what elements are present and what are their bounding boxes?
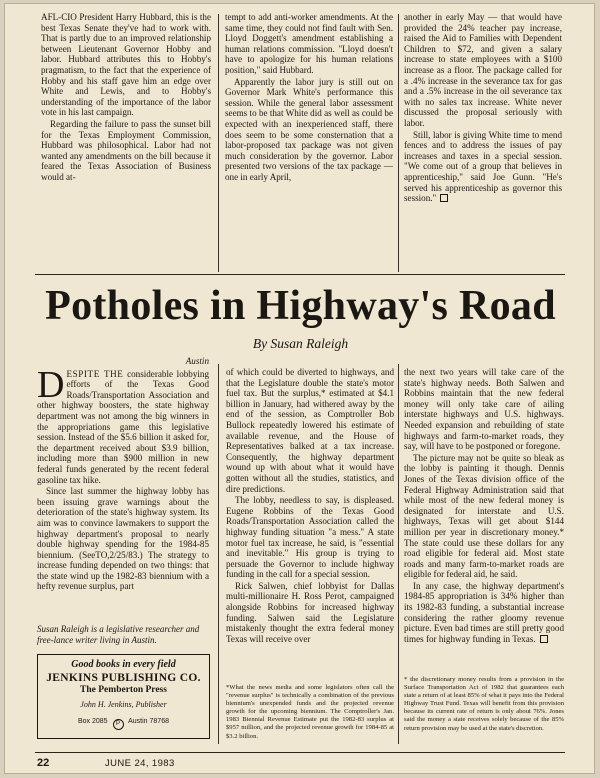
section-rule	[35, 274, 565, 275]
drop-cap: D	[37, 363, 65, 406]
top-column-2	[225, 12, 393, 183]
issue-date: JUNE 24, 1983	[105, 758, 175, 769]
ad-box: Box 2085	[78, 718, 108, 725]
lead-caps: ESPITE THE	[66, 368, 124, 379]
article-column-1	[37, 356, 209, 592]
paragraph: Regarding the failure to pass the sunset bill for the Texas Employment Commission, Hubbard was philosophical. Labor had not wanted any amendments on the bill because it feared the Texas Association of Business would at-	[41, 118, 211, 182]
magazine-page	[4, 3, 595, 774]
author-bio: Susan Raleigh is a legislative researcher and free-lance writer living in Austin.	[37, 624, 200, 645]
paragraph: AFL-CIO President Harry Hubbard, this is the best Texas Senate they've had to work with. That is partly due to an improved relationship between Lieutenant Governor Hobby and labor. Hubbard attributes this to Hobby's pragmatism, to the fact that the experience of Hobby and his staff gave him an edge over White and Lewis, and to Hobby's understanding of the importance of the labor vote in his last campaign.	[41, 12, 211, 118]
ad-company: JENKINS PUBLISHING CO.	[46, 672, 201, 684]
footnote-surplus: *What the news media and some legislators often call the "revenue surplus" is technically a combination of the previous biennium's unexpended funds and the projected revenue growth for the upcoming biennium. The Comptroller's Jan. 1983 Biennial Revenue Estimate put the 1982-83 surplus at $957 million, and the projected revenue growth for 1984-85 at $3.2 billion.	[226, 684, 394, 740]
paragraph-text: In any case, the highway department's 1984-85 appropriation is 34% higher than its 1982-83 funding, a substantial increase considering the rather gloomy revenue picture. Even bad times are still pretty good times for highway funding in Texas.	[404, 580, 564, 644]
end-mark-icon	[440, 194, 448, 202]
paragraph-text: Still, labor is giving White time to mend fences and to address the issues of pay increases and taxes in a special session. "We come out of a group that believes in apprenticeship," said Joe Gunn. "He's served his apprenticeship as governor this session."	[404, 129, 562, 204]
ad-publisher: John H. Jenkins, Publisher	[80, 700, 167, 709]
footer-rule	[35, 752, 565, 753]
logo-seal-icon: P	[113, 719, 124, 730]
paragraph	[404, 581, 564, 645]
paragraph: tempt to add anti-worker amendments. At the same time, they could not find fault with Sen. Lloyd Doggett's amendment establishing a human relations commission. "Lloyd doesn't have to apologize for his human relations position," said Hubbard.	[225, 12, 393, 75]
article-headline: Potholes in Highway's Road	[45, 283, 556, 329]
page-number: 22	[37, 757, 50, 769]
dateline: Austin	[185, 356, 209, 366]
paragraph	[404, 130, 562, 204]
paragraph: the next two years will take care of the state's highway needs. Both Salwen and Robbins maintain that the new federal money will only take care of ailing interstate highways and U.S. highways. Needed expansion and rebuilding of state highways and farm-to-market roads, they say, will have to be postponed or foregone.	[404, 367, 564, 452]
publisher-advertisement	[37, 654, 210, 739]
article-column-3	[404, 367, 564, 644]
paragraph: The picture may not be quite so bleak as the lobby is painting it though. Dennis Jones of the Texas division office of the Federal Highway Administration said that while most of the new federal money is designated for interstate and U.S. highways, Texas will get about $144 million per year in discretionary money.* The state could use these dollars for any road eligible for federal aid. Most state roads and many farm-to-market roads are eligible for federal aid, he said.	[404, 452, 564, 580]
paragraph: Rick Salwen, chief lobbyist for Dallas multi-millionaire H. Ross Perot, campaigned alongside Robbins for increased highway funding. Salwen said the Legislature mistakenly thought the extra federal money Texas will receive over	[226, 580, 394, 644]
ad-press: The Pemberton Press	[80, 685, 167, 695]
paragraph: The lobby, needless to say, is displeased. Eugene Robbins of the Texas Good Roads/Transportation Association called the highway funding situation "a mess." A state motor fuel tax increase, he said, is "essential and inevitable." His group is trying to persuade the Governor to include highway funding in the call for a special session.	[226, 495, 394, 580]
column-divider	[398, 14, 399, 272]
paragraph: Apparently the labor jury is still out on Governor Mark White's performance this session. While the general labor assessment seems to be that White did as well as could be expected with an inexperienced staff, there does seem to be some consternation that a labor-proposed tax package was not given much consideration by the governor. Labor presented two versions of the tax package — one in early April,	[225, 76, 393, 182]
ad-address	[38, 718, 209, 730]
column-divider	[218, 364, 219, 744]
article-column-2	[226, 367, 394, 644]
paragraph: Since last summer the highway lobby has been issuing grave warnings about the deterioration of the state's highway system. Its aim was to convince lawmakers to support the highway department's proposal to nearly double highway spending for the 1984-85 biennium. (SeeTO,2/25/83.) The strategy to increase funding depended on two things: that the state wind up the 1982-83 biennium with a hefty revenue surplus, part	[37, 486, 209, 592]
paragraph: of which could be diverted to highways, and that the Legislature double the state's motor fuel tax. But the surplus,* estimated at $4.1 billion in January, had withered away by the end of the session, as Comptroller Bob Bullock repeatedly lowered his estimate of available revenue, and the House of Representatives balked at a tax increase. Consequently, the highway department wound up with about what it would have gotten without all the studies, statistics, and dire predictions.	[226, 367, 394, 494]
footnote-discretionary: * the discretionary money results from a provision in the Surface Transportation Act of 1982 that guarantees each state a return of at least 85% of what it pays into the Federal Highway Trust Fund. Texas will benefit from this provision because its current rate of return is only about 76%. Jones said the money a state receives solely because of the 85% return provision may be used at the state's discretion.	[404, 676, 564, 732]
column-divider	[218, 14, 219, 272]
paragraph: another in early May — that would have provided the 24% teacher pay increase, raised the Aid to Families with Dependent Children to $72, and given a salary increase to state employees with a $100 increase as a floor. The package called for a .4% increase in the severance tax for gas and a .5% increase in the oil severance tax with no sales tax increase. White never discussed the proposal seriously with labor.	[404, 12, 562, 128]
top-column-3	[404, 12, 562, 204]
article-byline: By Susan Raleigh	[252, 336, 349, 351]
paragraph-text: considerable lobbying efforts of the Texas Good Roads/Transportation Association and other highway boosters, the state highway department was not among the big winners in the appropriations game this legislative session. Instead of the $5.6 billion it asked for, the department received about $3.9 billion, including more than $900 million in new federal funds generated by the recent federal gasoline tax hike.	[37, 368, 209, 485]
ad-tagline: Good books in every field	[71, 659, 176, 670]
column-divider	[398, 364, 399, 744]
end-mark-icon	[540, 635, 548, 643]
lead-paragraph	[37, 363, 209, 486]
top-column-1	[41, 12, 211, 183]
ad-city: Austin 78768	[128, 718, 169, 725]
